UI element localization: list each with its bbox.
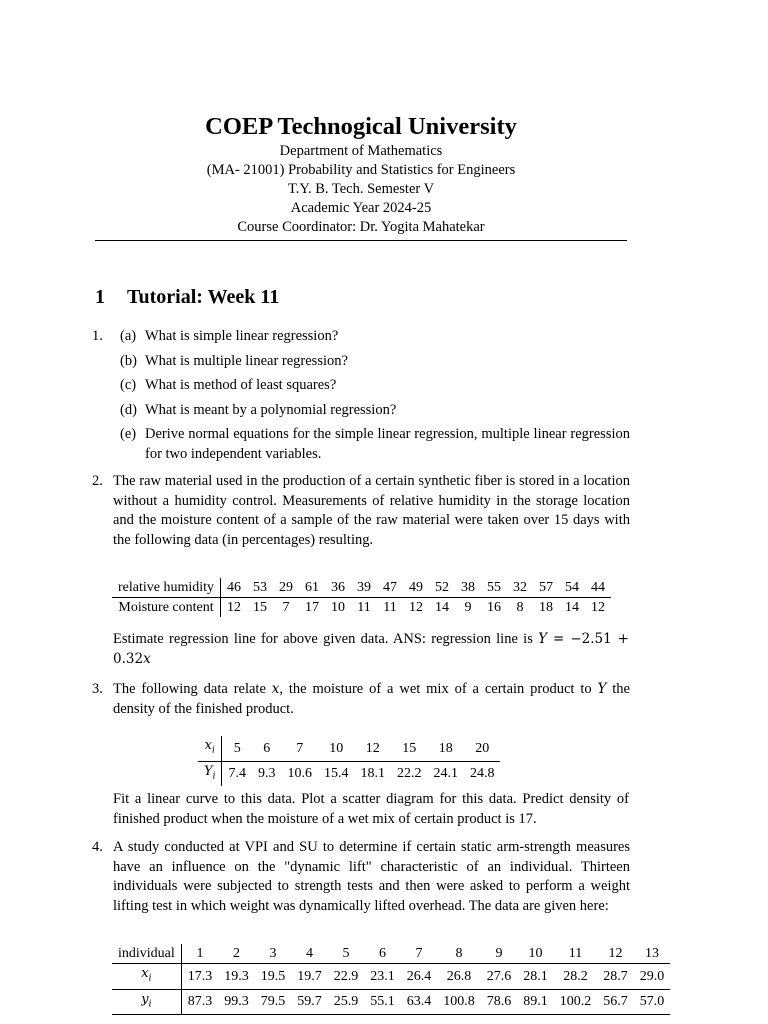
table-cell: 26.4 (401, 964, 438, 990)
table-cell: 10 (331, 600, 346, 615)
list-item (113, 352, 630, 372)
table-cell: 27.6 (481, 964, 518, 990)
table-cell: 10 (318, 736, 355, 761)
table-cell: 20 (464, 736, 501, 761)
table-cell: 16 (487, 600, 502, 615)
text-span: , the moisture of a wet mix of a certain product to (279, 681, 598, 697)
table-cell: 49 (403, 578, 429, 598)
table-cell: 11 (383, 600, 397, 615)
item-label: (b) (120, 352, 137, 369)
table-cell: 28.7 (597, 964, 634, 990)
table-cell: 89.1 (517, 989, 554, 1015)
item-text: What is method of least squares? (145, 377, 337, 393)
row-label: relative humidity (112, 578, 221, 598)
table-row (198, 736, 500, 761)
row-label-sub: i (211, 745, 215, 756)
table-cell: 2 (218, 944, 255, 964)
question-2-answer (113, 630, 629, 669)
row-label (112, 964, 181, 990)
table-cell: 54 (559, 578, 585, 598)
list-item (113, 401, 630, 421)
item-label: (e) (120, 426, 137, 442)
row-label-Y: Y (204, 763, 213, 779)
item-label: (a) (120, 328, 137, 344)
course-line: (MA- 21001) Probability and Statistics for Engineers (206, 162, 516, 178)
table-cell: 26.8 (437, 964, 481, 990)
table-cell: 5 (222, 736, 252, 761)
table-cell: 17.3 (181, 964, 218, 990)
row-label-x: x (141, 966, 149, 981)
item-text: Derive normal equations for the simple linear regression, multiple linear regression for two independent variables. (145, 426, 630, 462)
table-row (112, 598, 611, 618)
table-cell: 1 (181, 944, 218, 964)
table-cell: 24.8 (469, 766, 495, 782)
humidity-moisture-table (112, 578, 611, 617)
table-cell: 9 (481, 944, 518, 964)
table-cell: 55 (481, 578, 507, 598)
row-label: Moisture content (112, 598, 221, 618)
question-3-followup: Fit a linear curve to this data. Plot a scatter diagram for this data. Predict density of finished product when the moisture of a wet mix of certain product is 17. (113, 791, 629, 827)
table-cell: 9.3 (257, 766, 276, 782)
table-cell: 3 (255, 944, 292, 964)
item-label: (d) (120, 401, 137, 418)
answer-equation: = −2.51 + 0.32 (113, 631, 629, 667)
table-cell: 22.2 (396, 766, 422, 782)
item-text: What is simple linear regression? (145, 328, 339, 344)
table-cell: 87.3 (181, 989, 218, 1015)
row-label-y: y (141, 991, 149, 1007)
table-cell: 12 (227, 600, 242, 615)
section-title: Tutorial: Week 11 (127, 286, 280, 308)
question-4 (92, 838, 630, 916)
row-label-sub: i (212, 771, 216, 782)
question-number: 3. (92, 681, 103, 697)
row-label-sub: i (148, 999, 152, 1010)
text-span: the density of the finished product. (113, 681, 630, 717)
table-cell: 22.9 (328, 964, 365, 990)
question-text (113, 680, 630, 719)
table-cell: 57.0 (634, 989, 671, 1015)
table-cell: 15 (253, 600, 268, 615)
row-label: individual (112, 944, 181, 964)
table-cell: 78.6 (481, 989, 518, 1015)
row-label-sub: i (148, 973, 152, 984)
table-cell: 10.6 (287, 766, 312, 782)
table-cell: 13 (634, 944, 671, 964)
list-item (113, 327, 630, 347)
question-text: The raw material used in the production of a certain synthetic fiber is stored in a location without a humidity control. Measurements of relative humidity in the storage location and the moisture content of a sample of the raw material were taken over 15 days with the following data (in percentages) resulting. (113, 473, 630, 548)
table-cell: 79.5 (255, 989, 292, 1015)
university-title: COEP Technogical University (205, 113, 517, 140)
table-cell: 39 (351, 578, 377, 598)
question-3 (92, 680, 630, 719)
list-item (113, 425, 630, 464)
question-number: 4. (92, 839, 103, 855)
table-cell: 32 (507, 578, 533, 598)
header-divider (95, 240, 627, 241)
table-cell: 99.3 (218, 989, 255, 1015)
table-cell: 6 (252, 736, 282, 761)
table-cell: 7 (401, 944, 438, 964)
variable-x: x (271, 681, 280, 697)
table-cell: 14 (565, 600, 580, 615)
table-cell: 53 (247, 578, 273, 598)
table-cell: 15 (391, 736, 428, 761)
table-cell: 24.1 (433, 766, 458, 782)
table-cell: 46 (221, 578, 248, 598)
row-label (198, 761, 222, 786)
table-cell: 12 (409, 600, 424, 615)
question-number: 1. (92, 328, 103, 344)
table-cell: 18 (427, 736, 464, 761)
item-text: What is meant by a polynomial regression? (145, 401, 397, 418)
table-cell: 59.7 (291, 989, 328, 1015)
table-cell: 36 (325, 578, 351, 598)
table-cell: 8 (516, 600, 524, 615)
table-cell: 12 (597, 944, 634, 964)
table-cell: 25.9 (328, 989, 365, 1015)
answer-variable-Y: Y (538, 631, 548, 647)
document-header (95, 112, 627, 237)
table-cell: 9 (464, 600, 472, 615)
table-cell: 28.1 (517, 964, 554, 990)
table-row (112, 578, 611, 598)
table-cell: 7 (281, 736, 318, 761)
table-cell: 7 (282, 600, 290, 615)
department-line: Department of Mathematics (279, 143, 443, 159)
table-cell: 11 (357, 600, 371, 615)
table-cell: 56.7 (597, 989, 634, 1015)
table-row (112, 989, 670, 1015)
table-cell: 28.2 (554, 964, 598, 990)
table-cell: 12 (354, 736, 391, 761)
table-row (198, 761, 500, 786)
item-text: What is multiple linear regression? (145, 352, 348, 369)
list-item (113, 376, 630, 396)
table-cell: 61 (299, 578, 325, 598)
table-cell: 23.1 (364, 964, 401, 990)
table-cell: 11 (554, 944, 598, 964)
program-line: T.Y. B. Tech. Semester V (287, 181, 435, 197)
table-row (112, 964, 670, 990)
row-label-x: x (204, 738, 212, 753)
question-text: A study conducted at VPI and SU to determine if certain static arm-strength measures have an influence on the "dynamic lift" characteristic of an individual. Thirteen individuals were subjected to strength tests and then were asked to perform a weight lifting test in which weight was dynamically lifted overhead. The data are given here: (113, 839, 630, 914)
table-cell: 47 (377, 578, 403, 598)
table-cell: 19.7 (291, 964, 328, 990)
table-cell: 7.4 (228, 766, 246, 782)
table-cell: 29 (273, 578, 299, 598)
row-label (112, 989, 181, 1015)
question-2 (92, 472, 630, 550)
moisture-density-table (198, 736, 500, 786)
table-cell: 5 (328, 944, 365, 964)
academic-year-line: Academic Year 2024-25 (290, 200, 432, 216)
table-cell: 55.1 (364, 989, 401, 1015)
table-cell: 100.2 (554, 989, 598, 1015)
table-cell: 8 (437, 944, 481, 964)
table-cell: 57 (533, 578, 559, 598)
table-cell: 12 (591, 600, 606, 615)
table-cell: 10 (517, 944, 554, 964)
table-cell: 18 (539, 600, 554, 615)
table-cell: 18.1 (360, 766, 385, 782)
table-row (112, 944, 670, 964)
question-number: 2. (92, 473, 103, 489)
text-span: The following data relate (113, 681, 272, 697)
table-cell: 29.0 (634, 964, 671, 990)
answer-text: Estimate regression line for above given data. ANS: regression line is (113, 631, 539, 647)
question-1 (92, 327, 630, 469)
table-cell: 100.8 (437, 989, 481, 1015)
table-cell: 14 (435, 600, 450, 615)
table-cell: 4 (291, 944, 328, 964)
section-number: 1 (95, 286, 105, 308)
table-cell: 63.4 (401, 989, 438, 1015)
table-cell: 19.5 (255, 964, 292, 990)
table-cell: 52 (429, 578, 455, 598)
table-cell: 15.4 (323, 766, 349, 782)
table-cell: 38 (455, 578, 481, 598)
item-label: (c) (120, 377, 137, 393)
answer-variable-x: x (143, 650, 151, 667)
coordinator-line: Course Coordinator: Dr. Yogita Mahatekar (237, 219, 485, 235)
table-cell: 19.3 (218, 964, 255, 990)
table-cell: 44 (585, 578, 611, 598)
variable-Y: Y (597, 681, 607, 697)
arm-strength-table (112, 944, 670, 1015)
table-cell: 6 (364, 944, 401, 964)
section-heading (95, 286, 279, 309)
table-cell: 17 (305, 600, 320, 615)
row-label (198, 736, 222, 761)
